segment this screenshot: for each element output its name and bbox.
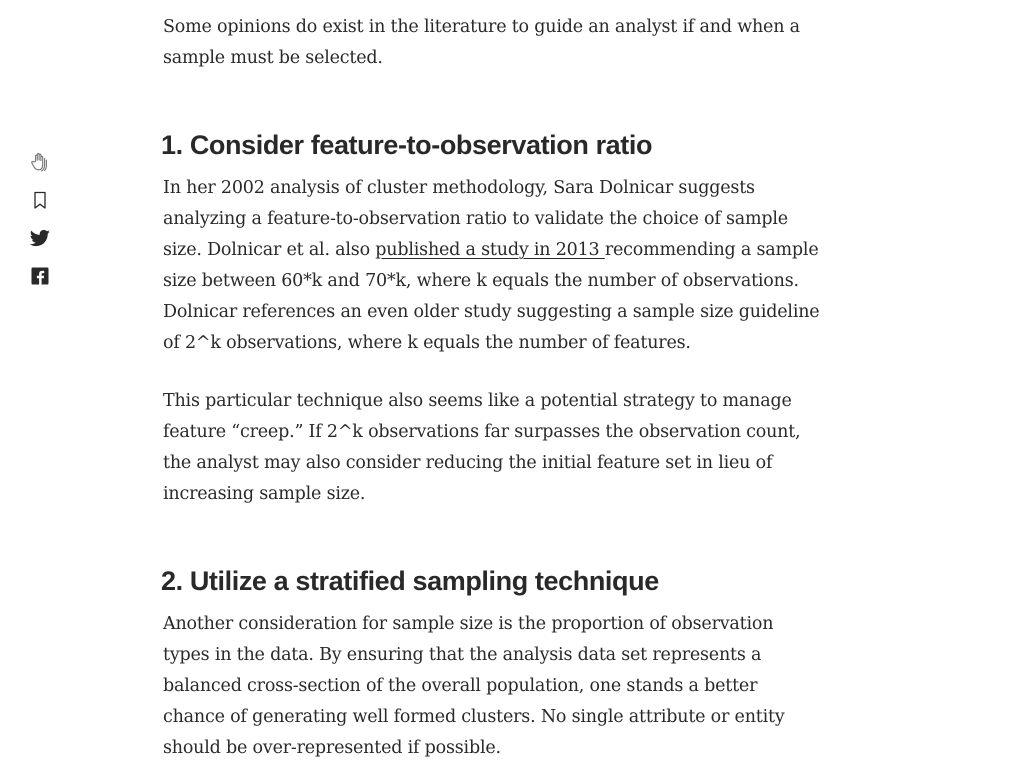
- twitter-icon: [28, 226, 52, 250]
- bookmark-button[interactable]: [24, 184, 56, 216]
- facebook-share-button[interactable]: [24, 260, 56, 292]
- twitter-share-button[interactable]: [24, 222, 56, 254]
- paragraph-feature-ratio: [163, 173, 823, 359]
- section-heading-feature-ratio: 1. Consider feature-to-observation ratio: [161, 130, 653, 160]
- paragraph-feature-creep: This particular technique also seems like a potential strategy to manage feature “creep.” If 2^k observations far surpasses the observation count, the analyst may also consider reducing the initial feature set in lieu of increasing sample size.: [163, 391, 801, 504]
- clap-icon: [28, 150, 52, 174]
- paragraph-stratified-sampling: Another consideration for sample size is the proportion of observation types in the data. By ensuring that the analysis data set represents a balanced cross-section of the overall population, one stands a better chance of generating well formed clusters. No single attribute or entity should be over-represented if possible.: [163, 614, 785, 758]
- clap-button[interactable]: [24, 146, 56, 178]
- section-heading-stratified-sampling: 2. Utilize a stratified sampling technique: [161, 566, 659, 596]
- facebook-icon: [28, 264, 52, 288]
- side-action-rail: [24, 146, 56, 298]
- bookmark-icon: [28, 188, 52, 212]
- intro-paragraph: Some opinions do exist in the literature to guide an analyst if and when a sample must be selected.: [163, 17, 800, 68]
- paragraph-text: recommending a sample size between 60*k and 70*k, where k equals the number of observations. Dolnicar references an even older study suggesting a sample size guideline of 2^k observations, where k equals the number of features.: [163, 240, 820, 353]
- article-body: [163, 0, 823, 764]
- study-2013-link[interactable]: published a study in 2013: [375, 240, 605, 260]
- paragraph-text: In her 2002 analysis of cluster methodology, Sara Dolnicar suggests analyzing a feature-to-observation ratio to validate the choice of sample size. Dolnicar et al. also: [163, 178, 788, 260]
